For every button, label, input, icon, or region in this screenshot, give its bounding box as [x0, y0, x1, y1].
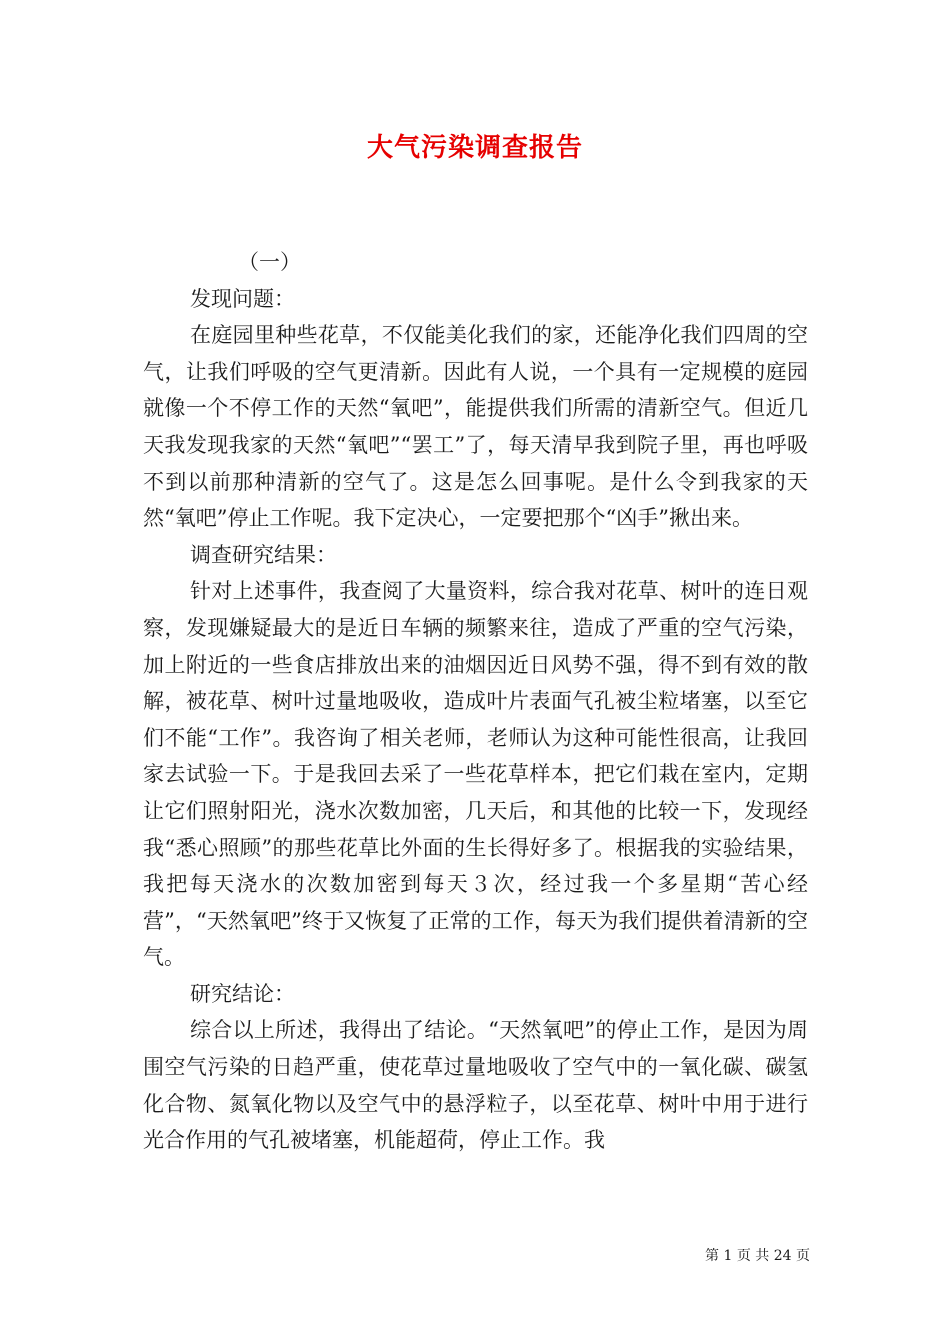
heading-problem: 发现问题： [190, 286, 295, 311]
paragraph-problem: 在庭园里种些花草，不仅能美化我们的家，还能净化我们四周的空气，让我们呼吸的空气更清新。因此有人说，一个具有一定规模的庭园就像一个不停工作的天然“氧吧”，能提供我们所需的清新空气。但近几天我发现我家的天然“氧吧”“罢工”了，每天清早我到院子里，再也呼吸不到以前那种清新的空气了。这是怎么回事呢。是什么令到我家的天然“氧吧”停止工作呢。我下定决心，一定要把那个“凶手”揪出来。 [143, 323, 808, 531]
heading-results: 调查研究结果： [190, 542, 337, 567]
paragraph-conclusion: 综合以上所述，我得出了结论。“天然氧吧”的停止工作，是因为周围空气污染的日趋严重，使花草过量地吸收了空气中的一氧化碳、碳氢化合物、氮氧化物以及空气中的悬浮粒子，以至花草、树叶中用于进行光合作用的气孔被堵塞，机能超荷，停止工作。我 [143, 1018, 808, 1153]
document-body [143, 244, 808, 1159]
heading-conclusion: 研究结论： [190, 981, 295, 1006]
paragraph-results: 针对上述事件，我查阅了大量资料，综合我对花草、树叶的连日观察，发现嫌疑最大的是近日车辆的频繁来往，造成了严重的空气污染，加上附近的一些食店排放出来的油烟因近日风势不强，得不到有效的散解，被花草、树叶过量地吸收，造成叶片表面气孔被尘粒堵塞，以至它们不能“工作”。我咨询了相关老师，老师认为这种可能性很高，让我回家去试验一下。于是我回去采了一些花草样本，把它们栽在室内，定期让它们照射阳光，浇水次数加密，几天后，和其他的比较一下，发现经我“悉心照顾”的那些花草比外面的生长得好多了。根据我的实验结果，我把每天浇水的次数加密到每天３次，经过我一个多星期“苦心经营”，“天然氧吧”终于又恢复了正常的工作，每天为我们提供着清新的空气。 [143, 579, 808, 970]
document-title: 大气污染调查报告 [366, 133, 583, 163]
section-number: （一） [238, 250, 301, 274]
page-number-footer: 第 1 页 共 24 页 [705, 1248, 810, 1264]
